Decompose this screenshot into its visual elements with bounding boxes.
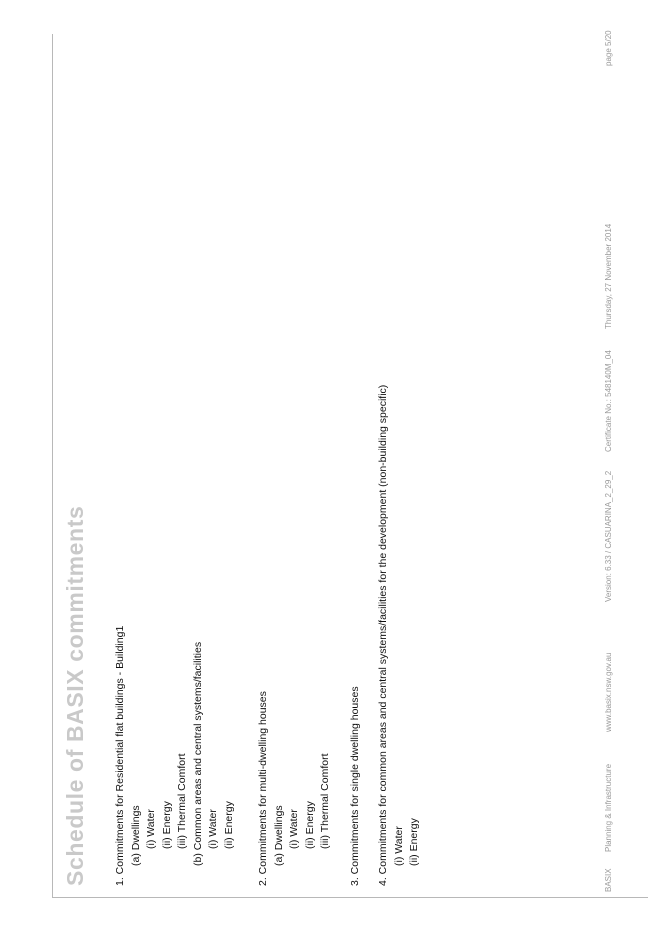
footer-version: Version: 6.33 / CASUARINA_2_29_2	[604, 470, 613, 602]
footer-certificate: Certificate No.: 548140M_04	[604, 350, 613, 452]
footer-website: www.basix.nsw.gov.au	[604, 652, 613, 732]
page-title: Schedule of BASIX commitments	[62, 505, 88, 886]
subsection-dwellings: (a) Dwellings	[129, 805, 142, 866]
section-single-dwelling-houses	[348, 686, 364, 886]
section-heading: 4. Commitments for common areas and central systems/facilities for the development (non-building specific)	[377, 384, 389, 886]
list-item: (i) Water	[145, 809, 157, 849]
section-residential-flat-buildings	[113, 626, 237, 886]
list-item: (ii) Energy	[303, 801, 316, 849]
footer-basix: BASIX	[604, 868, 613, 892]
list-item: (i) Water	[392, 826, 405, 866]
section-heading: 3. Commitments for single dwelling houses	[349, 686, 361, 886]
section-common-areas-development	[376, 385, 423, 886]
list-item: (ii) Energy	[408, 818, 420, 866]
footer-department: Planning & Infrastructure	[604, 763, 613, 852]
subsection-dwellings: (a) Dwellings	[272, 805, 285, 866]
section-heading: 2. Commitments for multi-dwelling houses	[257, 691, 269, 886]
footer-date: Thursday, 27 November 2014	[604, 223, 613, 329]
list-item: (i) Water	[207, 809, 219, 849]
section-multi-dwelling-houses	[256, 691, 334, 886]
list-item: (i) Water	[288, 809, 300, 849]
list-item: (ii) Energy	[222, 801, 235, 849]
footer-page-number: page 5/20	[604, 30, 613, 66]
list-item: (iii) Thermal Comfort	[319, 753, 331, 849]
list-item: (ii) Energy	[160, 801, 173, 849]
list-item: (iii) Thermal Comfort	[176, 753, 188, 849]
subsection-common-areas: (b) Common areas and central systems/facilities	[191, 641, 204, 866]
section-heading: 1. Commitments for Residential flat buildings - Building1	[114, 625, 126, 886]
